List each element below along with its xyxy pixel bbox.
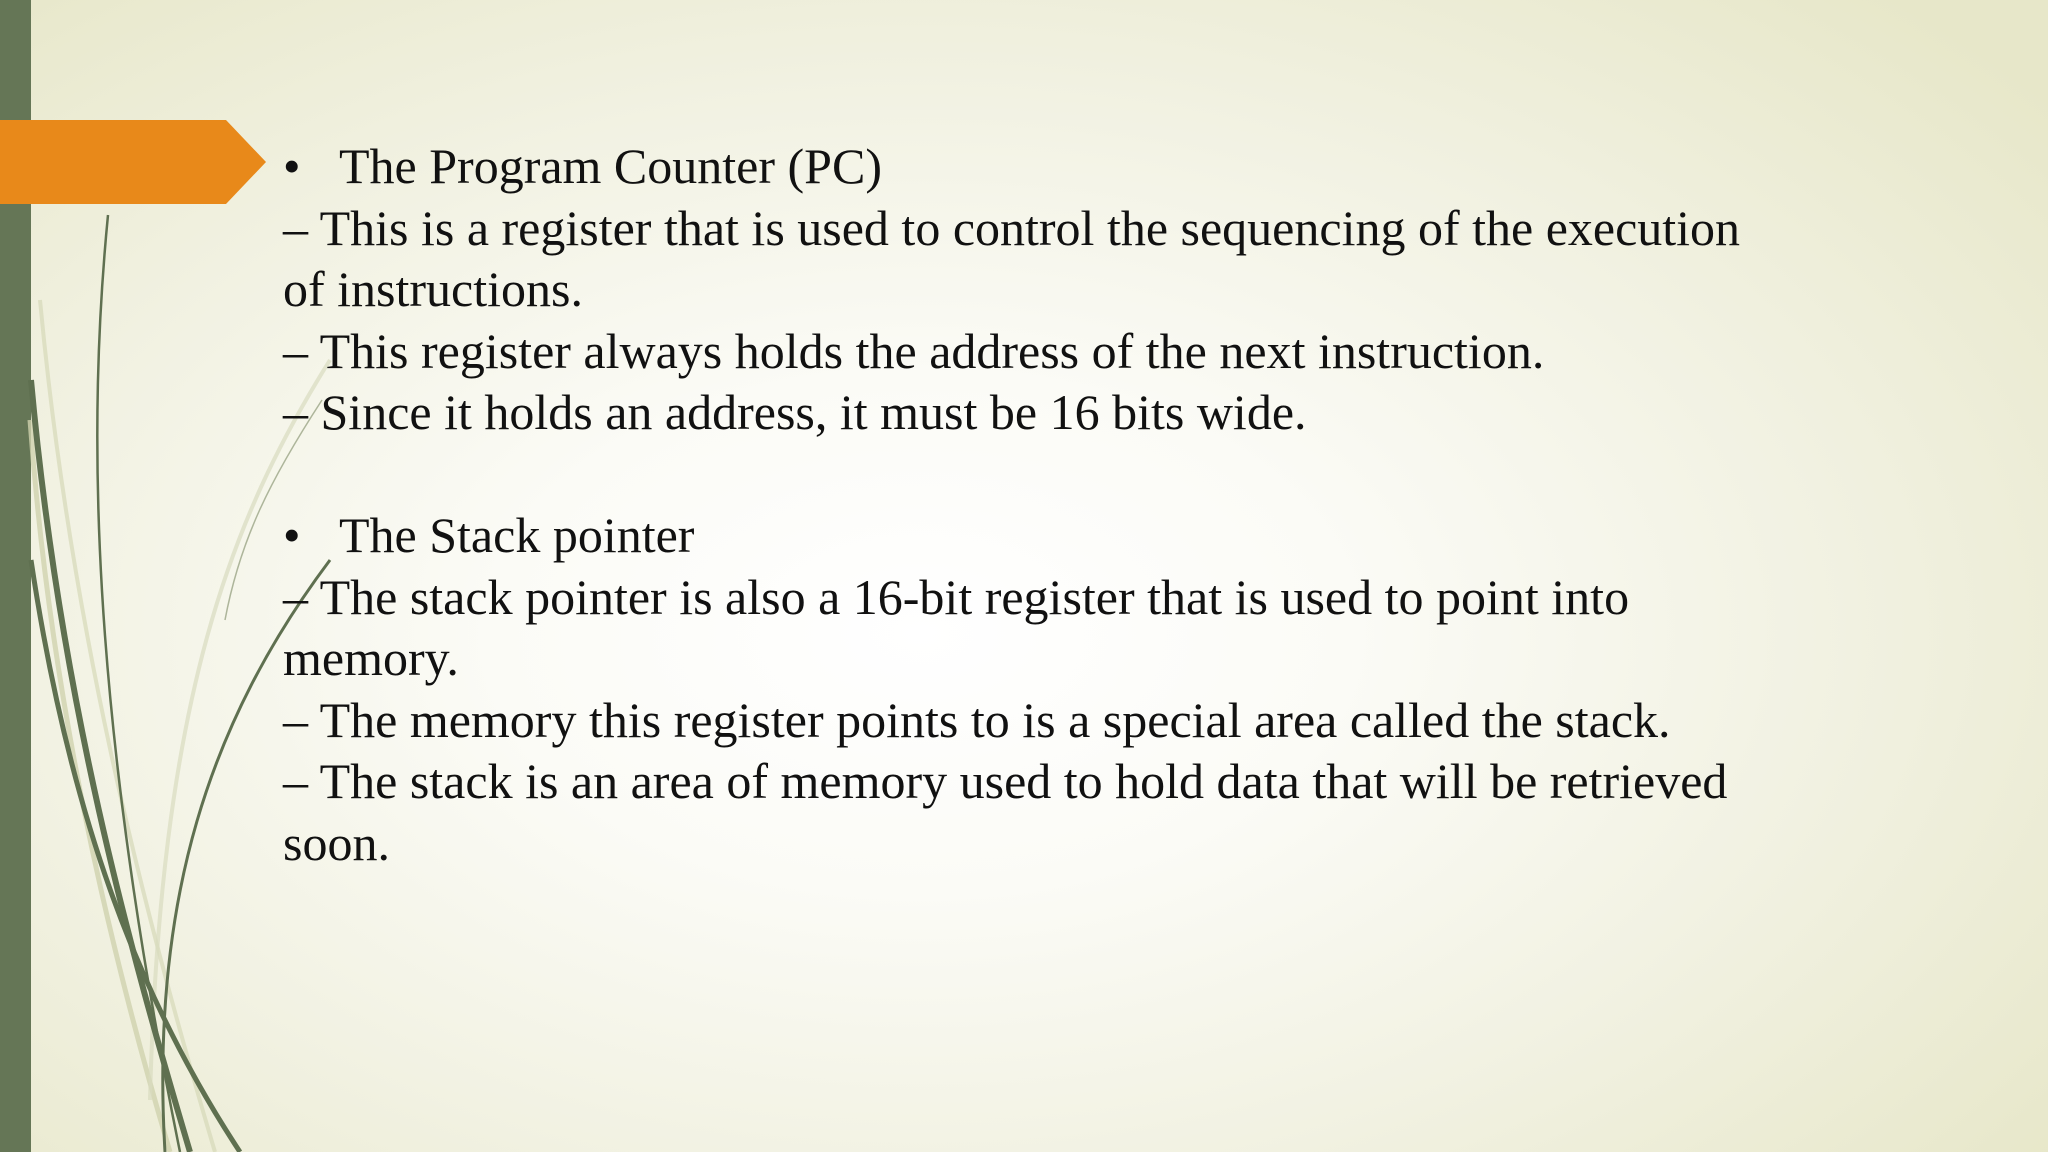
body-line: of instructions. [283, 261, 583, 317]
body-line: – The stack is an area of memory used to hold data that will be retrieved [283, 753, 1728, 809]
heading-stack-pointer [283, 505, 1843, 567]
bullet-glyph: • [283, 507, 301, 563]
slide-body [283, 136, 1843, 874]
body-line: – Since it holds an address, it must be 16 bits wide. [283, 384, 1307, 440]
stem-dark-1 [31, 380, 190, 1152]
section-program-counter [283, 136, 1843, 444]
heading-text: The Stack pointer [339, 507, 695, 563]
body-line: – This is a register that is used to control the sequencing of the execution [283, 199, 1741, 256]
heading-text: The Program Counter (PC) [339, 138, 882, 194]
body-line: memory. [283, 630, 459, 686]
orange-arrow-tab [0, 120, 266, 204]
section-stack-pointer [283, 505, 1843, 874]
section-spacer [283, 444, 1843, 506]
body-line: – This register always holds the address of the next instruction. [283, 322, 1545, 379]
heading-program-counter [283, 136, 1843, 198]
body-line: soon. [283, 814, 390, 871]
body-line: – The stack pointer is also a 16-bit register that is used to point into [283, 568, 1630, 625]
body-line: – The memory this register points to is a special area called the stack. [283, 691, 1671, 748]
stem-thin-1 [97, 215, 180, 1152]
bullet-glyph: • [283, 138, 301, 194]
